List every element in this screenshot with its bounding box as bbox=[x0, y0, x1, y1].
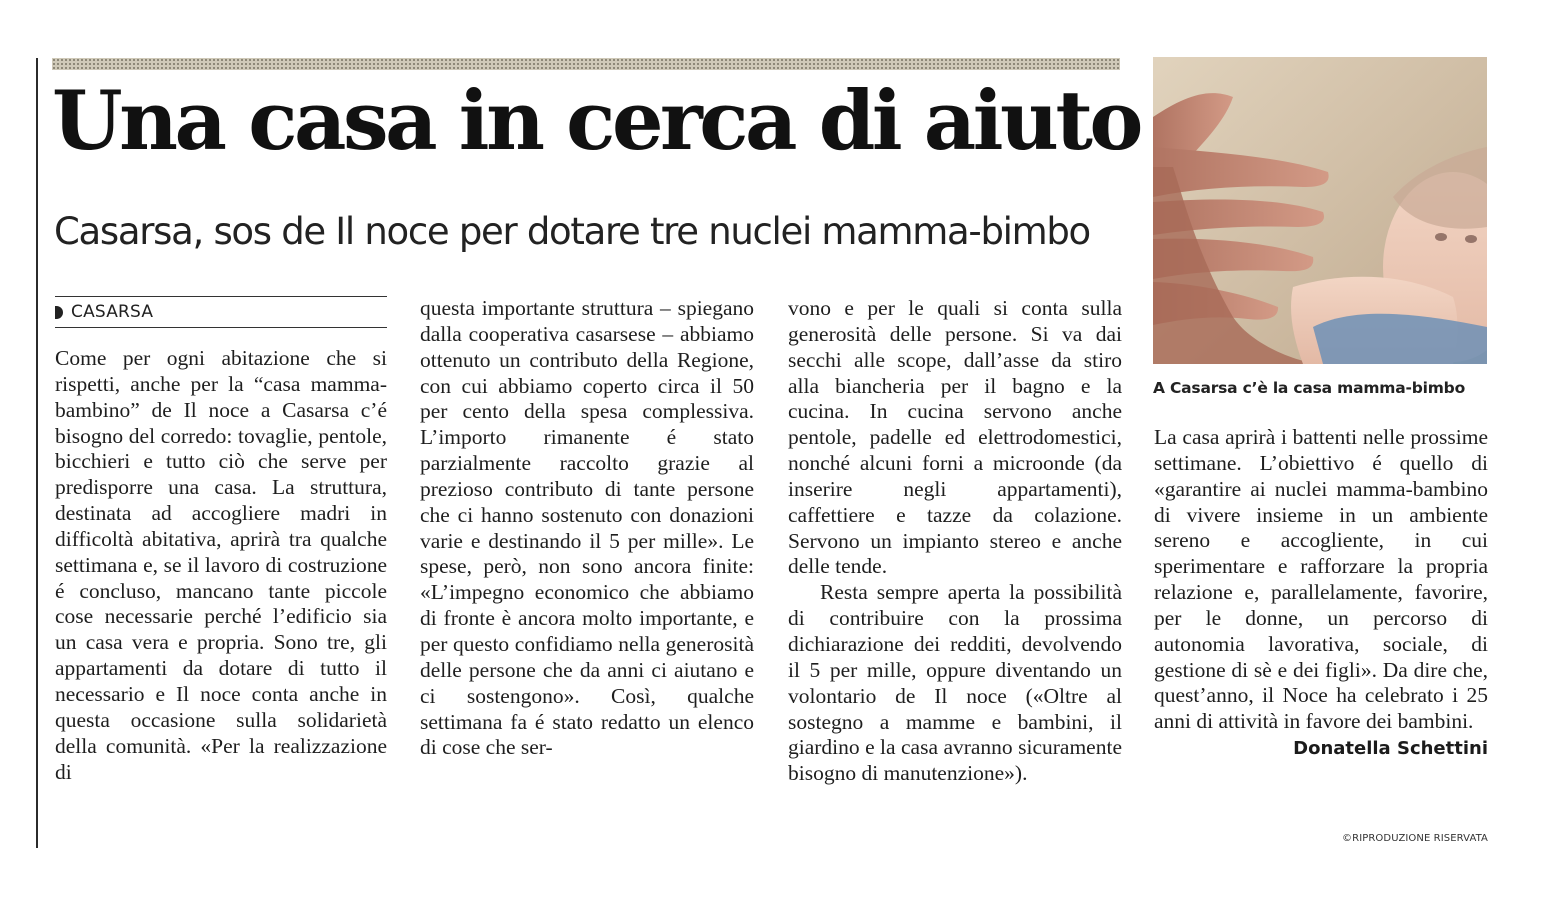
article-column-3 bbox=[788, 296, 1122, 787]
article-column-1 bbox=[55, 296, 387, 785]
body-paragraph: La casa aprirà i battenti nelle prossime settimane. L’obiettivo é quello di «garantire ai nuclei mamma-bambino di vivere insieme in un ambiente sereno e accogliente, in cui sperimentare e rafforzare la propria relazione e, parallelamente, favorire, per le donne, un percorso di autonomia lavorativa, sociale, di gestione di sè e dei figli». Da dire che, quest’anno, il Noce ha celebrato i 25 anni di attività in favore dei bambini. bbox=[1154, 425, 1488, 734]
article-column-2 bbox=[420, 296, 754, 761]
photo bbox=[1153, 57, 1487, 364]
body-paragraph: questa importante struttura – spiegano dalla cooperativa casarsese – abbiamo ottenuto un contributo della Regione, con cui abbiamo coperto circa il 50 per cento della spesa complessiva. L’importo rimanente é stato parzialmente raccolto grazie al prezioso contributo di tante persone che ci hanno sostenuto con donazioni varie e destinando il 5 per mille». Le spese, però, non sono ancora finite: «L’impegno economico che abbiamo di fronte è ancora molto importante, e per questo confidiamo nella generosità delle persone che da anni ci aiutano e ci sostengono». Così, qualche settimana fa é stato redatto un elenco di cose che ser- bbox=[420, 296, 754, 760]
dateline-text: CASARSA bbox=[71, 302, 154, 322]
photo-illustration bbox=[1153, 57, 1487, 364]
half-circle-marker-icon bbox=[55, 306, 63, 319]
headline: Una casa in cerca di aiuto bbox=[52, 74, 1140, 169]
body-paragraph: Come per ogni abitazione che si rispetti, anche per la “casa mamma-bambino” de Il noce a Casarsa c’é bisogno del corredo: tovaglie, pentole, bicchieri e tutto ciò che serve per predisporre una casa. La struttura, destinata ad accogliere madri in difficoltà abitativa, aprirà tra qualche settimana e, se il lavoro di costruzione é concluso, mancano tante piccole cose necessarie perché l’edificio sia un casa vera e propria. Sono tre, gli appartamenti da dotare di tutto il necessario e Il noce conta anche in questa occasione sulla solidarietà della comunità. «Per la realizzazione di bbox=[55, 346, 387, 784]
author-byline: Donatella Schettini bbox=[1293, 738, 1488, 760]
copyright-notice: ©RIPRODUZIONE RISERVATA bbox=[1342, 833, 1488, 844]
dateline bbox=[55, 296, 387, 328]
body-paragraph: Resta sempre aperta la possibilità di contribuire con la prossima dichiarazione dei redditi, devolvendo il 5 per mille, oppure diventando un volontario de Il noce («Oltre al sostegno a mamme e bambini, il giardino e la casa avranno sicuramente bisogno di manutenzione»). bbox=[788, 580, 1122, 786]
left-column-rule bbox=[36, 58, 38, 848]
article-column-4 bbox=[1154, 425, 1488, 763]
subheadline: Casarsa, sos de Il noce per dotare tre nuclei mamma-bimbo bbox=[54, 210, 1090, 253]
top-halftone-band bbox=[52, 58, 1120, 70]
photo-caption: A Casarsa c’è la casa mamma-bimbo bbox=[1153, 379, 1466, 397]
body-paragraph: vono e per le quali si conta sulla generosità delle persone. Si va dai secchi alle scope, dall’asse da stiro alla biancheria per il bagno e la cucina. In cucina servono anche pentole, padelle ed elettrodomestici, nonché alcuni forni a microonde (da inserire negli appartamenti), caffettiere e tazze da colazione. Servono un impianto stereo e anche delle tende. bbox=[788, 296, 1122, 579]
